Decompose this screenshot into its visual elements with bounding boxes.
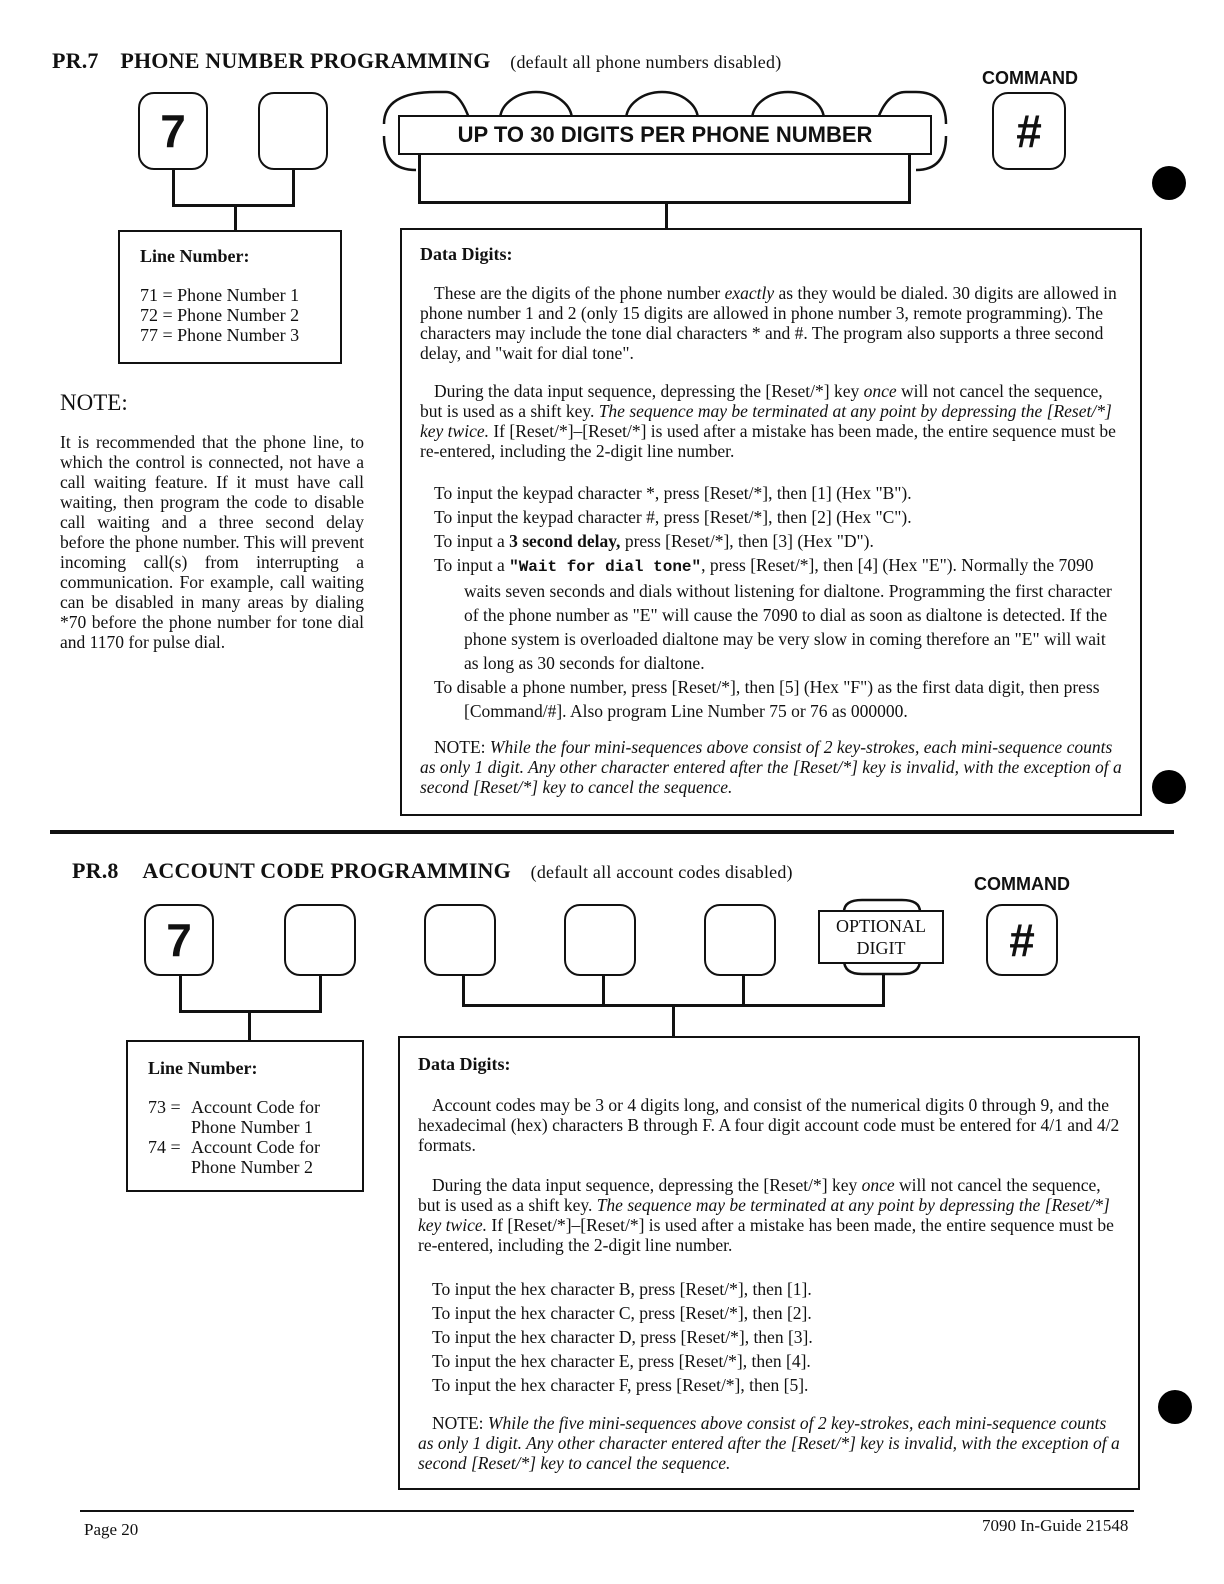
text-em: The sequence may be terminated at any point by depressing the [Reset/*] key twice. — [420, 401, 1112, 441]
pr8-line-number-box — [126, 1040, 364, 1192]
text-em: exactly — [724, 283, 775, 303]
pr7-note — [420, 737, 1122, 797]
pr8-header — [72, 858, 793, 884]
margin-dot — [1152, 770, 1186, 804]
footer-page: Page 20 — [84, 1520, 139, 1539]
pr8-key-blank — [564, 904, 636, 976]
text-bold: "Wait for dial tone" — [509, 558, 702, 576]
pr8-key-blank — [704, 904, 776, 976]
pr7-key-hash: # — [992, 92, 1066, 170]
text: Account Code for — [191, 1137, 320, 1157]
pr7-header — [52, 48, 781, 74]
text-em: once — [863, 381, 897, 401]
text: will not cancel the sequence, but is used as a shift key. — [418, 1175, 1101, 1215]
text-em: The sequence may be terminated at any point by depressing the [Reset/*] key twice. — [418, 1195, 1110, 1235]
text-bold: 3 second delay, — [509, 531, 621, 551]
pr7-instruction: To input the keypad character *, press [Reset/*], then [1] (Hex "B"). — [434, 483, 912, 503]
pr7-data-digits-box — [400, 228, 1142, 816]
pr7-connector — [908, 155, 911, 203]
pr8-data-digits-title — [418, 1054, 1120, 1075]
pr8-connector — [882, 974, 885, 1006]
section-divider — [50, 830, 1174, 834]
pr7-note-body: It is recommended that the phone line, to which the control is connected, not have a call waiting feature. If it must have call waiting, then program the code to disable call waiting and a three second delay before the phone number. This will prevent incoming call(s) from interrupting a communication. For example, call waiting can be disabled in many areas by dialing *70 before the phone number for tone dial and 1170 for pulse dial. — [60, 432, 364, 652]
pr7-banner — [398, 115, 932, 155]
pr7-connector — [418, 155, 421, 203]
pr8-connector — [179, 1010, 322, 1013]
margin-dot — [1158, 1390, 1192, 1424]
pr7-connector — [234, 204, 237, 230]
pr7-title: PHONE NUMBER PROGRAMMING — [120, 48, 491, 73]
text: as they would be dialed. 30 digits are allowed in phone number 1 and 2 (only 15 digits are allowed in phone number 3, remote programming). The characters may include the tone dial characters * and #. The program also supports a three second delay, and "wait for dial tone". — [420, 283, 1117, 363]
pr8-optional-line1: OPTIONAL — [836, 916, 926, 936]
pr7-line-number-title: Line Number: — [140, 246, 250, 266]
text: Phone Number 1 — [191, 1117, 313, 1137]
pr7-default-note: (default all phone numbers disabled) — [510, 52, 782, 72]
text: press [Reset/*], then [3] (Hex "D"). — [620, 531, 874, 551]
pr7-line-number-box — [118, 230, 342, 364]
pr7-banner-text: UP TO 30 DIGITS PER PHONE NUMBER — [457, 122, 873, 147]
text-em: While the four mini-sequences above consist of 2 key-strokes, each mini-sequence counts as only 1 digit. Any other character entered after the [Reset/*] key is invalid, with the exception of a second [Reset/*] key to cancel the sequence. — [420, 737, 1122, 797]
pr8-data-digits-box — [398, 1036, 1140, 1490]
line-desc — [191, 1137, 320, 1177]
pr8-note — [418, 1413, 1120, 1473]
pr7-command-label: COMMAND — [982, 68, 1078, 88]
pr8-line-number-item — [148, 1097, 362, 1137]
pr8-instruction: To input the hex character F, press [Reset/*], then [5]. — [432, 1375, 809, 1395]
text: If [Reset/*]–[Reset/*] is used after a mistake has been made, the entire sequence must be re-entered, including the 2-digit line number. — [420, 421, 1116, 461]
text: These are the digits of the phone number — [434, 283, 725, 303]
line-code: 74 = — [148, 1137, 181, 1157]
pr7-paragraph-2 — [420, 381, 1122, 461]
pr7-connector — [292, 170, 295, 206]
pr7-line-number-item: 72 = Phone Number 2 — [140, 305, 300, 325]
pr8-paragraph-2 — [418, 1175, 1120, 1255]
pr8-instruction: To input the hex character E, press [Reset/*], then [4]. — [432, 1351, 811, 1371]
pr8-section-id: PR.8 — [72, 858, 119, 883]
pr8-line-number-item — [148, 1137, 362, 1177]
line-code: 73 = — [148, 1097, 181, 1117]
text: Account Code for — [191, 1097, 320, 1117]
pr8-key-blank — [424, 904, 496, 976]
pr7-instruction: To disable a phone number, press [Reset/*], then [5] (Hex "F") as the first data digit, then press [Command/#]. Also program Line Number 75 or 76 as 000000. — [434, 677, 1100, 721]
text-em: While the five mini-sequences above consist of 2 key-strokes, each mini-sequence counts as only 1 digit. Any other character entered after the [Reset/*] key is invalid, with the exception of a second [Reset/*] key to cancel the sequence. — [418, 1413, 1120, 1473]
pr8-paragraph-1: Account codes may be 3 or 4 digits long, and consist of the numerical digits 0 through 9, and the hexadecimal (hex) characters B through F. A four digit account code must be entered for 4/1 and 4/2 formats. — [418, 1095, 1120, 1155]
line-desc — [191, 1097, 320, 1137]
text: During the data input sequence, depressing the [Reset/*] key — [434, 381, 864, 401]
pr8-connector — [319, 976, 322, 1012]
pr8-optional-line2: DIGIT — [856, 938, 906, 958]
footer-doc-id: 7090 In-Guide 21548 — [982, 1516, 1129, 1535]
text: During the data input sequence, depressing the [Reset/*] key — [432, 1175, 862, 1195]
pr8-connector — [742, 976, 745, 1006]
pr7-instruction: To input the keypad character #, press [Reset/*], then [2] (Hex "C"). — [434, 507, 912, 527]
pr8-connector — [672, 1004, 675, 1036]
text: Phone Number 2 — [191, 1157, 313, 1177]
pr7-line-number-item: 71 = Phone Number 1 — [140, 285, 300, 305]
margin-dot — [1152, 166, 1186, 200]
pr7-paragraph-1 — [420, 283, 1122, 363]
text: Data Digits: — [418, 1054, 511, 1074]
text: NOTE: — [434, 737, 490, 757]
text: will not cancel the sequence, but is used as a shift key. — [420, 381, 1103, 421]
pr8-instruction: To input the hex character B, press [Reset/*], then [1]. — [432, 1279, 812, 1299]
pr7-connector — [172, 170, 175, 206]
pr7-key-blank — [258, 92, 328, 170]
pr7-key-7: 7 — [138, 92, 208, 170]
pr8-key-blank — [284, 904, 356, 976]
text: If [Reset/*]–[Reset/*] is used after a mistake has been made, the entire sequence must be re-entered, including the 2-digit line number. — [418, 1215, 1114, 1255]
pr7-section-id: PR.7 — [52, 48, 99, 73]
pr7-instruction — [434, 529, 1122, 553]
pr8-default-note: (default all account codes disabled) — [530, 862, 793, 882]
pr8-line-number-title — [148, 1058, 362, 1079]
pr8-instruction: To input the hex character D, press [Reset/*], then [3]. — [432, 1327, 813, 1347]
pr7-connector — [665, 201, 668, 228]
pr8-title: ACCOUNT CODE PROGRAMMING — [142, 858, 511, 883]
footer-rule — [80, 1510, 1134, 1512]
pr8-connector — [602, 976, 605, 1006]
pr7-data-digits-title: Data Digits: — [420, 244, 513, 264]
pr8-optional-digit-key — [818, 910, 944, 964]
pr8-connector — [462, 976, 465, 1006]
text: To input a — [434, 555, 510, 575]
text: To input a — [434, 531, 510, 551]
pr8-connector — [179, 976, 182, 1012]
text: NOTE: — [432, 1413, 488, 1433]
pr8-key-hash: # — [986, 904, 1058, 976]
pr8-instruction: To input the hex character C, press [Reset/*], then [2]. — [432, 1303, 812, 1323]
text: , press [Reset/*], then [4] (Hex "E"). Normally the 7090 waits seven seconds and dials without listening for dialtone. Programming the first character of the phone number as "E" will cause the 7090 to dial as soon as dialtone is detected. If the phone system is overloaded dialtone may be very slow in coming therefore an "E" will wait as long as 30 seconds for dialtone. — [464, 555, 1112, 673]
pr8-command-label: COMMAND — [974, 874, 1070, 894]
pr7-note-heading: NOTE: — [60, 390, 128, 415]
text-em: once — [861, 1175, 895, 1195]
text: Line Number: — [148, 1058, 258, 1078]
pr7-line-number-item: 77 = Phone Number 3 — [140, 325, 300, 345]
pr8-connector — [248, 1010, 251, 1040]
pr7-instruction — [434, 553, 1122, 675]
pr8-key-7: 7 — [144, 904, 214, 976]
